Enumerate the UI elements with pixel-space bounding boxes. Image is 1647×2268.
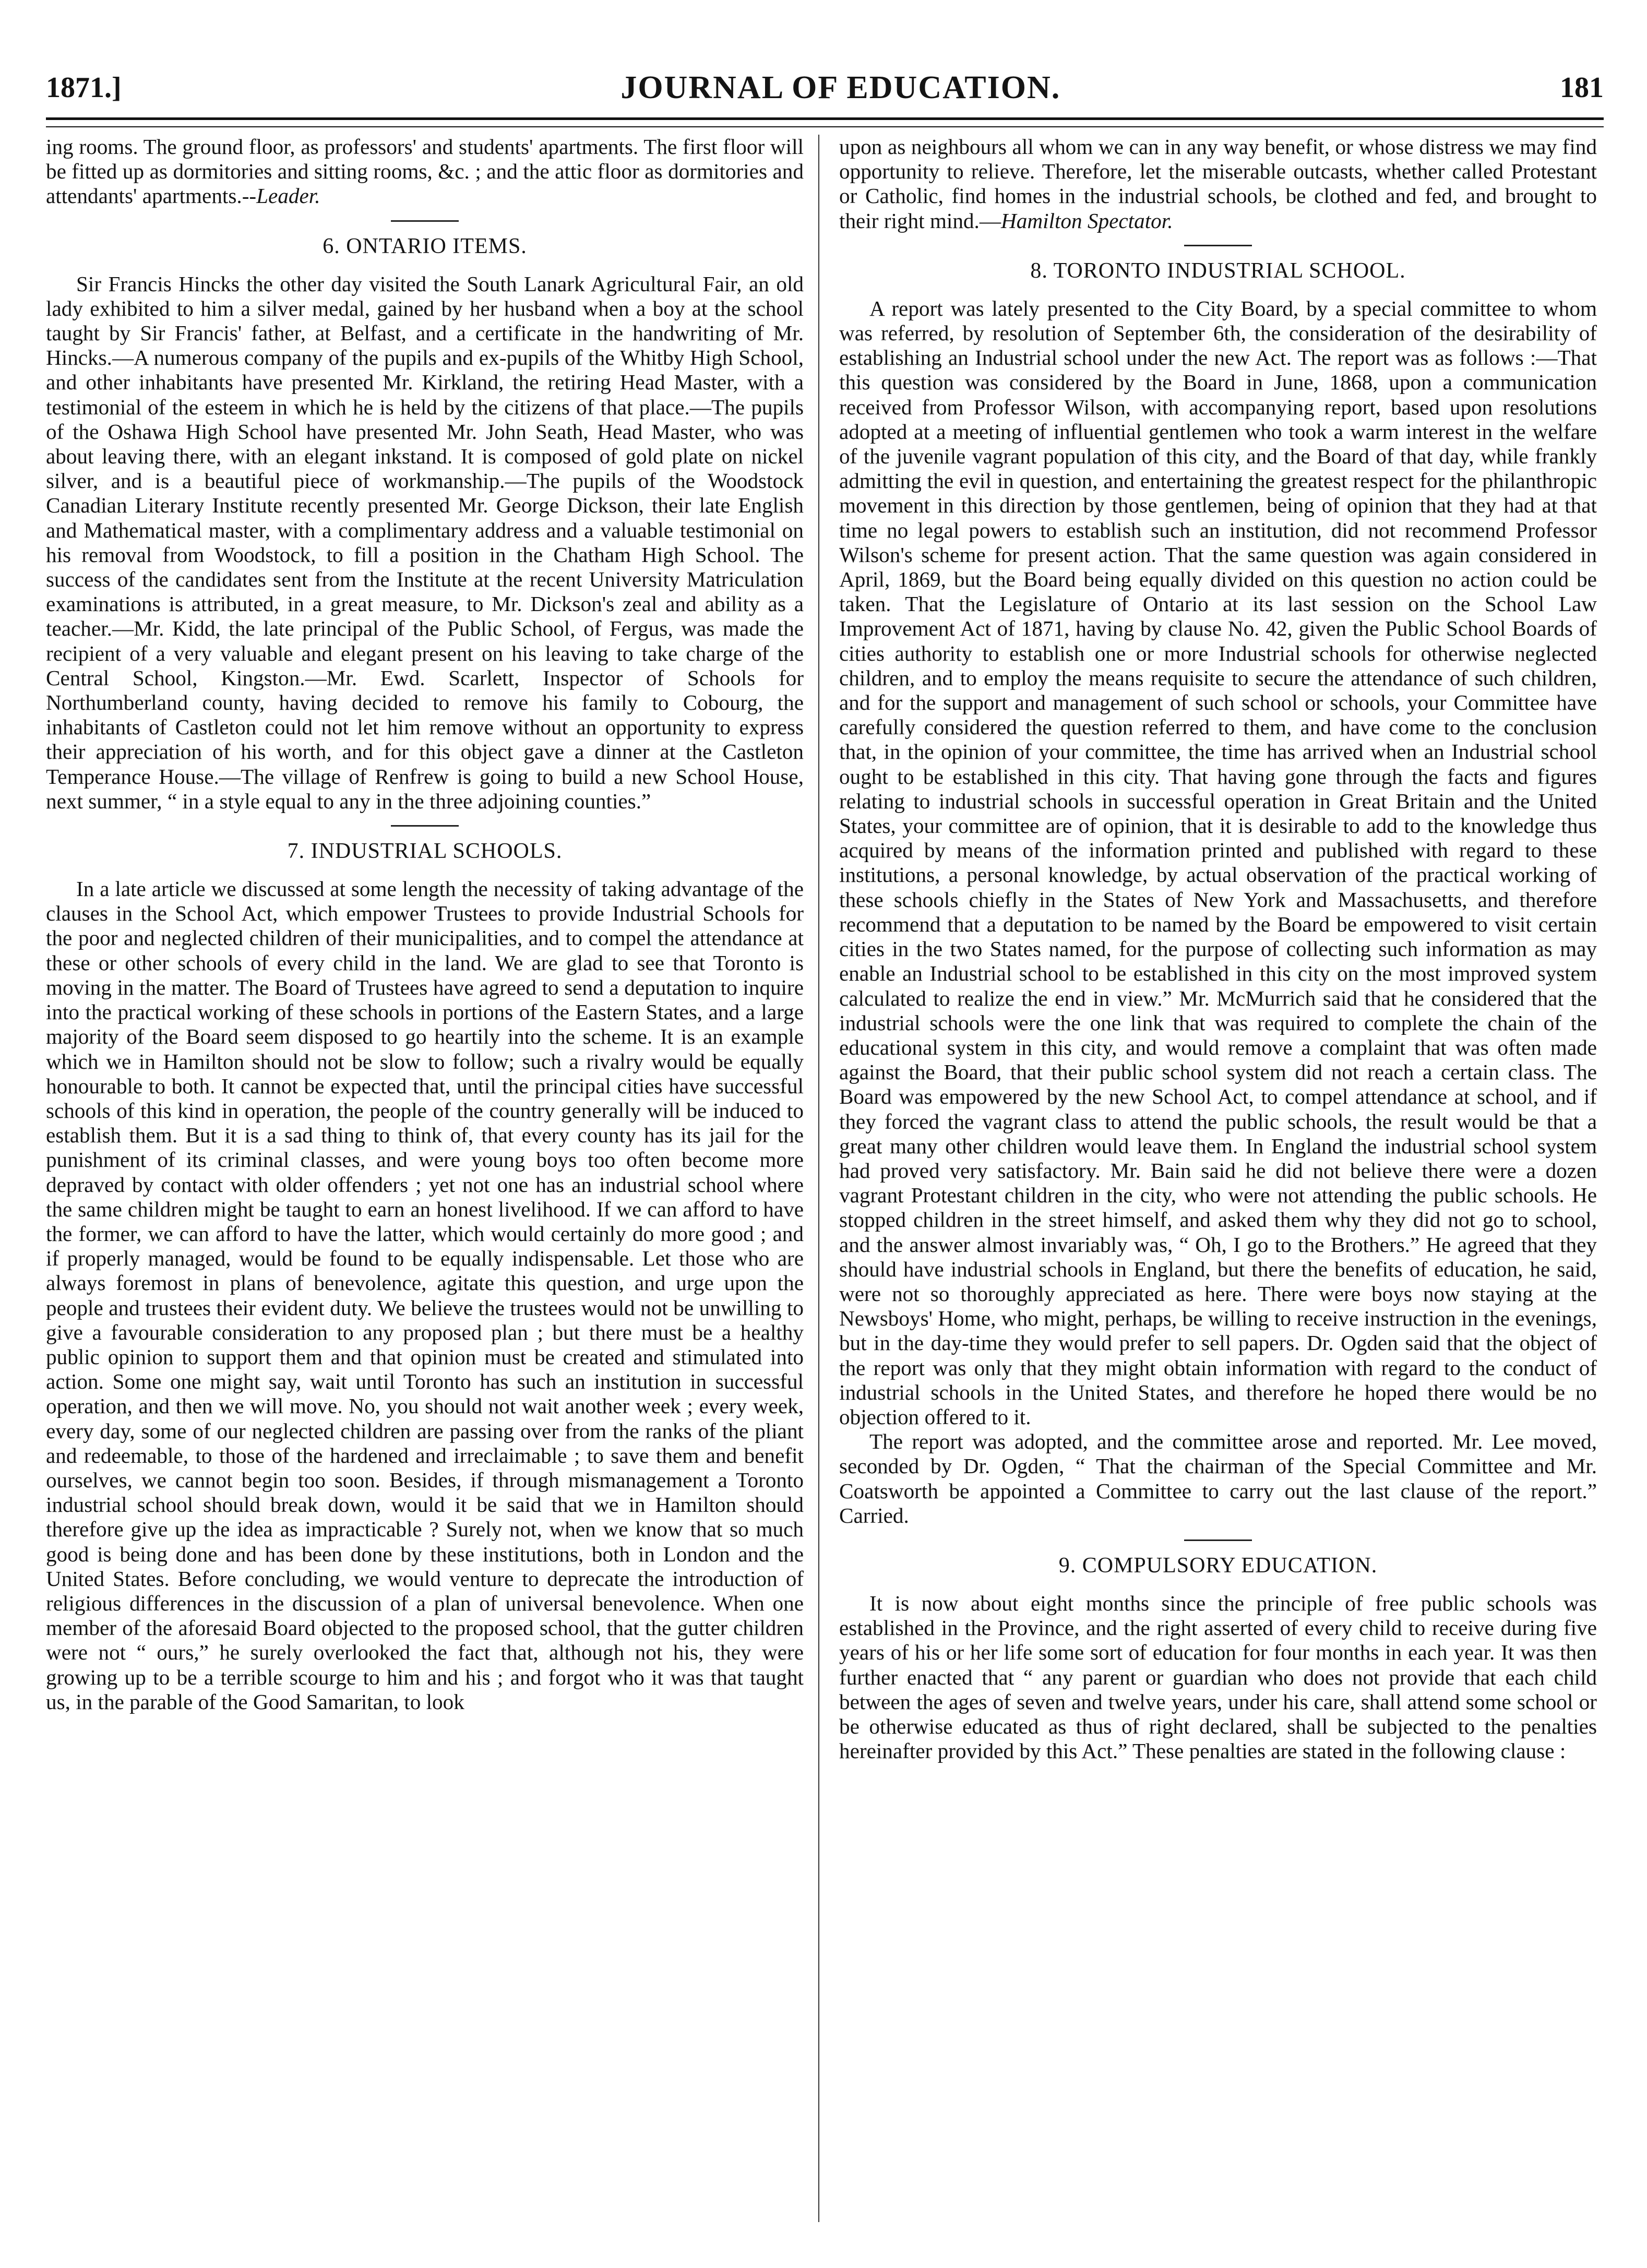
section-separator (391, 220, 459, 222)
header-year: 1871.] (46, 71, 122, 104)
header-rule (46, 117, 1604, 127)
page-header (46, 67, 1604, 109)
left-column (46, 135, 804, 1714)
toronto-school-heading: 8. TORONTO INDUSTRIAL SCHOOL. (1030, 258, 1406, 283)
toronto-school-text: A report was lately presented to the City Board, by a special committee to whom was referred, by resolution of September 6th, the consideration of the desirability of establishing an Industrial school under the new Act. The report was as follows :—That this question was considered by the Board in June, 1868, upon a communication received from Professor Wilson, with accompanying report, based upon resolutions adopted at a meeting of influential gentlemen who took a warm interest in the welfare of the juvenile vagrant population of this city, and the Board of that day, while frankly admitting the evil in question, and entertaining the greatest respect for the philanthropic movement in this direction by those gentlemen, being of opinion that they had at that time no legal powers to establish such an institution, did not recommend Professor Wilson's scheme for present action. That the same question was again considered in April, 1869, but the Board being equally divided on this question no action could be taken. That the Legislature of Ontario at its last session on the School Law Improvement Act of 1871, having by clause No. 42, given the Public School Boards of cities authority to establish one or more Industrial schools for otherwise neglected children, and to employ the means requisite to secure the attendance of such children, and for the support and management of such school or schools, your Committee have carefully considered the question referred to them, and have come to the conclusion that, in the opinion of your committee, the time has arrived when an Industrial school ought to be established in this city. That having gone through the facts and figures relating to industrial schools in successful operation in Great Britain and the United States, your committee are of opinion, that it is desirable to add to the knowledge thus acquired by means of the information printed and published with regard to these institutions, a personal knowledge, by actual observation of the practical working of these schools chiefly in the States of New York and Massachusetts, and therefore recommend that a deputation to be named by the Board be empowered to visit certain cities in the two States named, for the purpose of collecting such information as may enable an Industrial school to be established in this city on the most improved system calculated to realize the end in view.” Mr. McMurrich said that he considered that the industrial schools were the one link that was required to complete the chain of the educational system in this city, and would remove a complaint that was often made against the Board, that their public school system did not reach a certain class. The Board was empowered by the new School Act, to compel attendance at school, and if they forced the vagrant class to attend the public schools, the result would be that a great many other children would leave them. In England the industrial school system had proved very satisfactory. Mr. Bain said he did not believe there were a dozen vagrant Protestant children in the city, who were not attending the public schools. He stopped children in the street himself, and asked them why they did not go to school, and the answer almost invariably was, “ Oh, I go to the Brothers.” He agreed that they should have industrial schools in England, but there the benefits of education, he said, were not so thoroughly appreciated as here. There were boys now staying at the Newsboys' Home, who might, perhaps, be willing to receive instruction in the evenings, but in the day-time they would prefer to sell papers. Dr. Ogden said that the object of the report was only that they might obtain information with regard to the conduct of industrial schools in the United States, and therefore he hoped there would be no objection offered to it. (839, 296, 1597, 1429)
industrial-schools-text: In a late article we discussed at some length the necessity of taking advantage of the clauses in the School Act, which empower Trustees to provide Industrial Schools for the poor and neglected children of their municipalities, and to compel the attendance at these or other schools of every child in the land. We are glad to see that Toronto is moving in the matter. The Board of Trustees have agreed to send a deputation to inquire into the practical working of these schools in portions of the Eastern States, and a large majority of the Board seem disposed to go heartily into the scheme. It is an example which we in Hamilton should not be slow to follow; such a rivalry would be equally honourable to both. It cannot be expected that, until the principal cities have successful schools of this kind in operation, the people of the country generally will be induced to establish them. But it is a sad thing to think of, that every county has its jail for the punishment of its criminal classes, and were young boys too often become more depraved by contact with older offenders ; yet not one has an industrial school where the same children might be taught to earn an honest livelihood. If we can afford to have the former, we can afford to have the latter, which would certainly do more good ; and if properly managed, would be found to be equally indispensable. Let those who are always foremost in plans of benevolence, agitate this question, and urge upon the people and trustees their evident duty. We believe the trustees would not be unwilling to give a favourable consideration to any proposed plan ; but there must be a healthy public opinion to support them and that opinion must be created and stimulated into action. Some one might say, wait until Toronto has such an institution in successful operation, and then we will move. No, you should not wait another week ; every week, every day, some of our neglected children are passing over from the ranks of the pliant and redeemable, to those of the hardened and irreclaimable ; to save them and benefit ourselves, we cannot begin too soon. Besides, if through mismanagement a Toronto industrial school should break down, would it be said that we in Hamilton should therefore give up the idea as impracticable ? Surely not, when we know that so much good is being done and has been done by these institutions, both in London and the United States. Before concluding, we would venture to deprecate the introduction of religious differences in the discussion of a plan of universal benevolence. When one member of the aforesaid Board objected to the proposed school, that the gutter children were not “ ours,” he surely overlooked the fact that, although not his, they were growing up to be a terrible scourge to him and his ; and forgot who it was that taught us, in the parable of the Good Samaritan, to look (46, 877, 804, 1714)
column-divider (818, 135, 819, 2222)
continued-text: upon as neighbours all whom we can in any way benefit, or whose distress we may find opportunity to relieve. Therefore, let the miserable outcasts, whether called Protestant or Catholic, find homes in the industrial schools, be clothed and fed, and brought to their right mind.— (839, 135, 1597, 233)
section-separator (1184, 245, 1252, 246)
section-separator (391, 825, 459, 827)
journal-title: JOURNAL OF EDUCATION. (620, 69, 1061, 105)
continued-source: Hamilton Spectator. (1001, 208, 1173, 233)
intro-text: ing rooms. The ground floor, as professors' and students' apartments. The first floor will be fitted up as dormitories and sitting rooms, &c. ; and the attic floor as dormitories and attendants' apartments.-- (46, 135, 804, 208)
ontario-items-heading: 6. ONTARIO ITEMS. (323, 234, 527, 258)
right-column (839, 135, 1597, 1763)
compulsory-education-heading: 9. COMPULSORY EDUCATION. (1058, 1553, 1378, 1578)
page-number: 181 (1559, 71, 1604, 104)
compulsory-education-text: It is now about eight months since the principle of free public schools was established in the Province, and the right asserted of every child to receive during five years of his or her life some sort of education for four months in each year. It was then further enacted that “ any parent or guardian who does not provide that each child between the ages of seven and twelve years, under his care, shall attend some school or be otherwise educated as thus of right declared, shall be subjected to the penalties hereinafter provided by this Act.” These penalties are stated in the following clause : (839, 1591, 1597, 1763)
continued-paragraph (839, 135, 1597, 233)
ontario-items-text: Sir Francis Hincks the other day visited the South Lanark Agricultural Fair, an old lady exhibited to him a silver medal, gained by her husband when a boy at the school taught by Sir Francis' father, at Belfast, and a certificate in the handwriting of Mr. Hincks.—A numerous company of the pupils and ex-pupils of the Whitby High School, and other inhabitants have presented Mr. Kirkland, the retiring Head Master, with a testimonial of the esteem in which he is held by the citizens of that place.—The pupils of the Oshawa High School have presented Mr. John Seath, Head Master, who was about leaving there, with an elegant inkstand. It is composed of gold plate on nickel silver, and is a beautiful piece of workmanship.—The pupils of the Woodstock Canadian Literary Institute recently presented Mr. George Dickson, their late English and Mathematical master, with a complimentary address and a valuable testimonial on his removal from Woodstock, to fill a position in the Chatham High School. The success of the candidates sent from the Institute at the recent University Matriculation examinations is attributed, in a great measure, to Mr. Dickson's zeal and ability as a teacher.—Mr. Kidd, the late principal of the Public School, of Fergus, was made the recipient of a very valuable and elegant present on his leaving to take charge of the Central School, Kingston.—Mr. Ewd. Scarlett, Inspector of Schools for Northumberland county, having decided to remove his family to Cobourg, the inhabitants of Castleton could not let him remove without an opportunity to express their appreciation of his worth, and for this object gave a dinner at the Castleton Temperance House.—The village of Renfrew is going to build a new School House, next summer, “ in a style equal to any in the three adjoining counties.” (46, 271, 804, 813)
intro-source: Leader. (256, 184, 320, 208)
intro-paragraph (46, 135, 804, 209)
toronto-school-report: The report was adopted, and the committee arose and reported. Mr. Lee moved, seconded by Dr. Ogden, “ That the chairman of the Special Committee and Mr. Coatsworth be appointed a Committee to carry out the last clause of the report.” Carried. (839, 1429, 1597, 1527)
industrial-schools-heading: 7. INDUSTRIAL SCHOOLS. (287, 839, 563, 864)
section-separator (1184, 1539, 1252, 1541)
